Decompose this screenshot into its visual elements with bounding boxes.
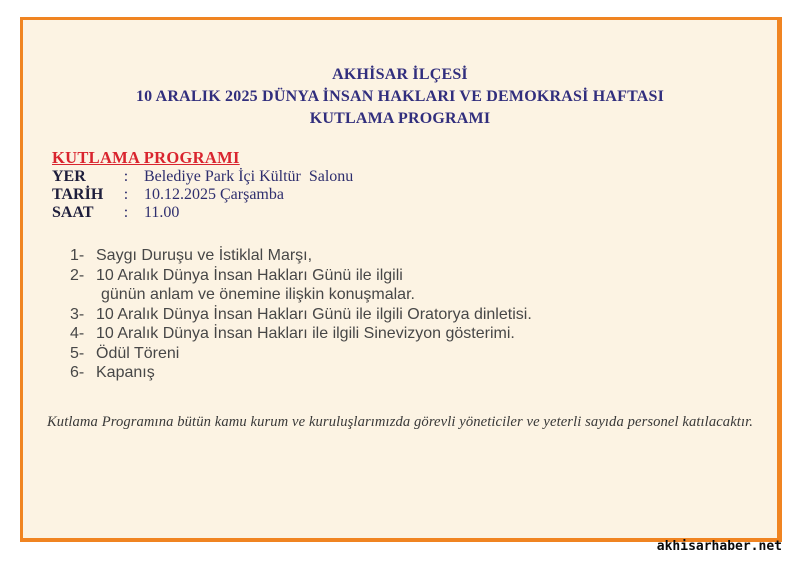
list-item-text: 10 Aralık Dünya İnsan Hakları Günü ile ilgili Oratorya dinletisi.: [96, 305, 532, 323]
list-item-text: Saygı Duruşu ve İstiklal Marşı,: [96, 247, 313, 264]
detail-label: TARİH: [52, 186, 104, 203]
program-info: [52, 147, 353, 222]
detail-value: 11.00: [144, 204, 180, 221]
detail-row-yer: [52, 168, 353, 186]
list-item-text: 10 Aralık Dünya İnsan Hakları ile ilgili Sinevizyon gösterimi.: [96, 325, 515, 342]
watermark-text: akhisarhaber.net: [656, 539, 782, 554]
list-item-text: günün anlam ve önemine ilişkin konuşmalar.: [101, 286, 415, 303]
list-item: [70, 344, 532, 364]
list-item-number-spacer: [70, 285, 96, 305]
participation-note: Kutlama Programına bütün kamu kurum ve kuruluşlarımızda görevli yöneticiler ve yeterli sayıda personel katılacaktır.: [46, 414, 754, 430]
program-item-list: [70, 246, 532, 383]
list-item-number: 3-: [70, 305, 85, 323]
list-item: [70, 363, 532, 383]
detail-colon: :: [123, 204, 129, 221]
document-title: [23, 64, 777, 130]
detail-value: Belediye Park İçi Kültür Salonu: [144, 168, 354, 185]
program-document: [20, 17, 782, 542]
detail-colon: :: [123, 168, 129, 185]
detail-row-saat: [52, 204, 353, 222]
detail-row-tarih: [52, 186, 353, 204]
list-item-text: Ödül Töreni: [96, 344, 180, 362]
list-item-number: 2-: [70, 266, 85, 284]
detail-colon: :: [123, 186, 129, 203]
detail-value: 10.12.2025 Çarşamba: [144, 186, 284, 203]
detail-label: YER: [52, 168, 86, 185]
list-item: [70, 246, 532, 266]
list-item-number: 5-: [70, 344, 85, 362]
list-item: [70, 266, 532, 286]
title-line-event: 10 ARALIK 2025 DÜNYA İNSAN HAKLARI VE DEMOKRASİ HAFTASI: [135, 88, 665, 105]
list-item-text: Kapanış: [96, 364, 155, 381]
list-item-number: 6-: [70, 364, 85, 381]
list-item-text: 10 Aralık Dünya İnsan Hakları Günü ile ilgili: [96, 266, 403, 284]
list-item-number: 4-: [70, 325, 85, 342]
list-item-number: 1-: [70, 247, 85, 264]
detail-label: SAAT: [52, 204, 94, 221]
program-heading: KUTLAMA PROGRAMI: [52, 148, 240, 167]
title-line-program: KUTLAMA PROGRAMI: [309, 110, 491, 127]
title-line-district: AKHİSAR İLÇESİ: [332, 66, 468, 83]
list-item-continuation: [70, 285, 532, 305]
list-item: [70, 324, 532, 344]
list-item: [70, 305, 532, 325]
